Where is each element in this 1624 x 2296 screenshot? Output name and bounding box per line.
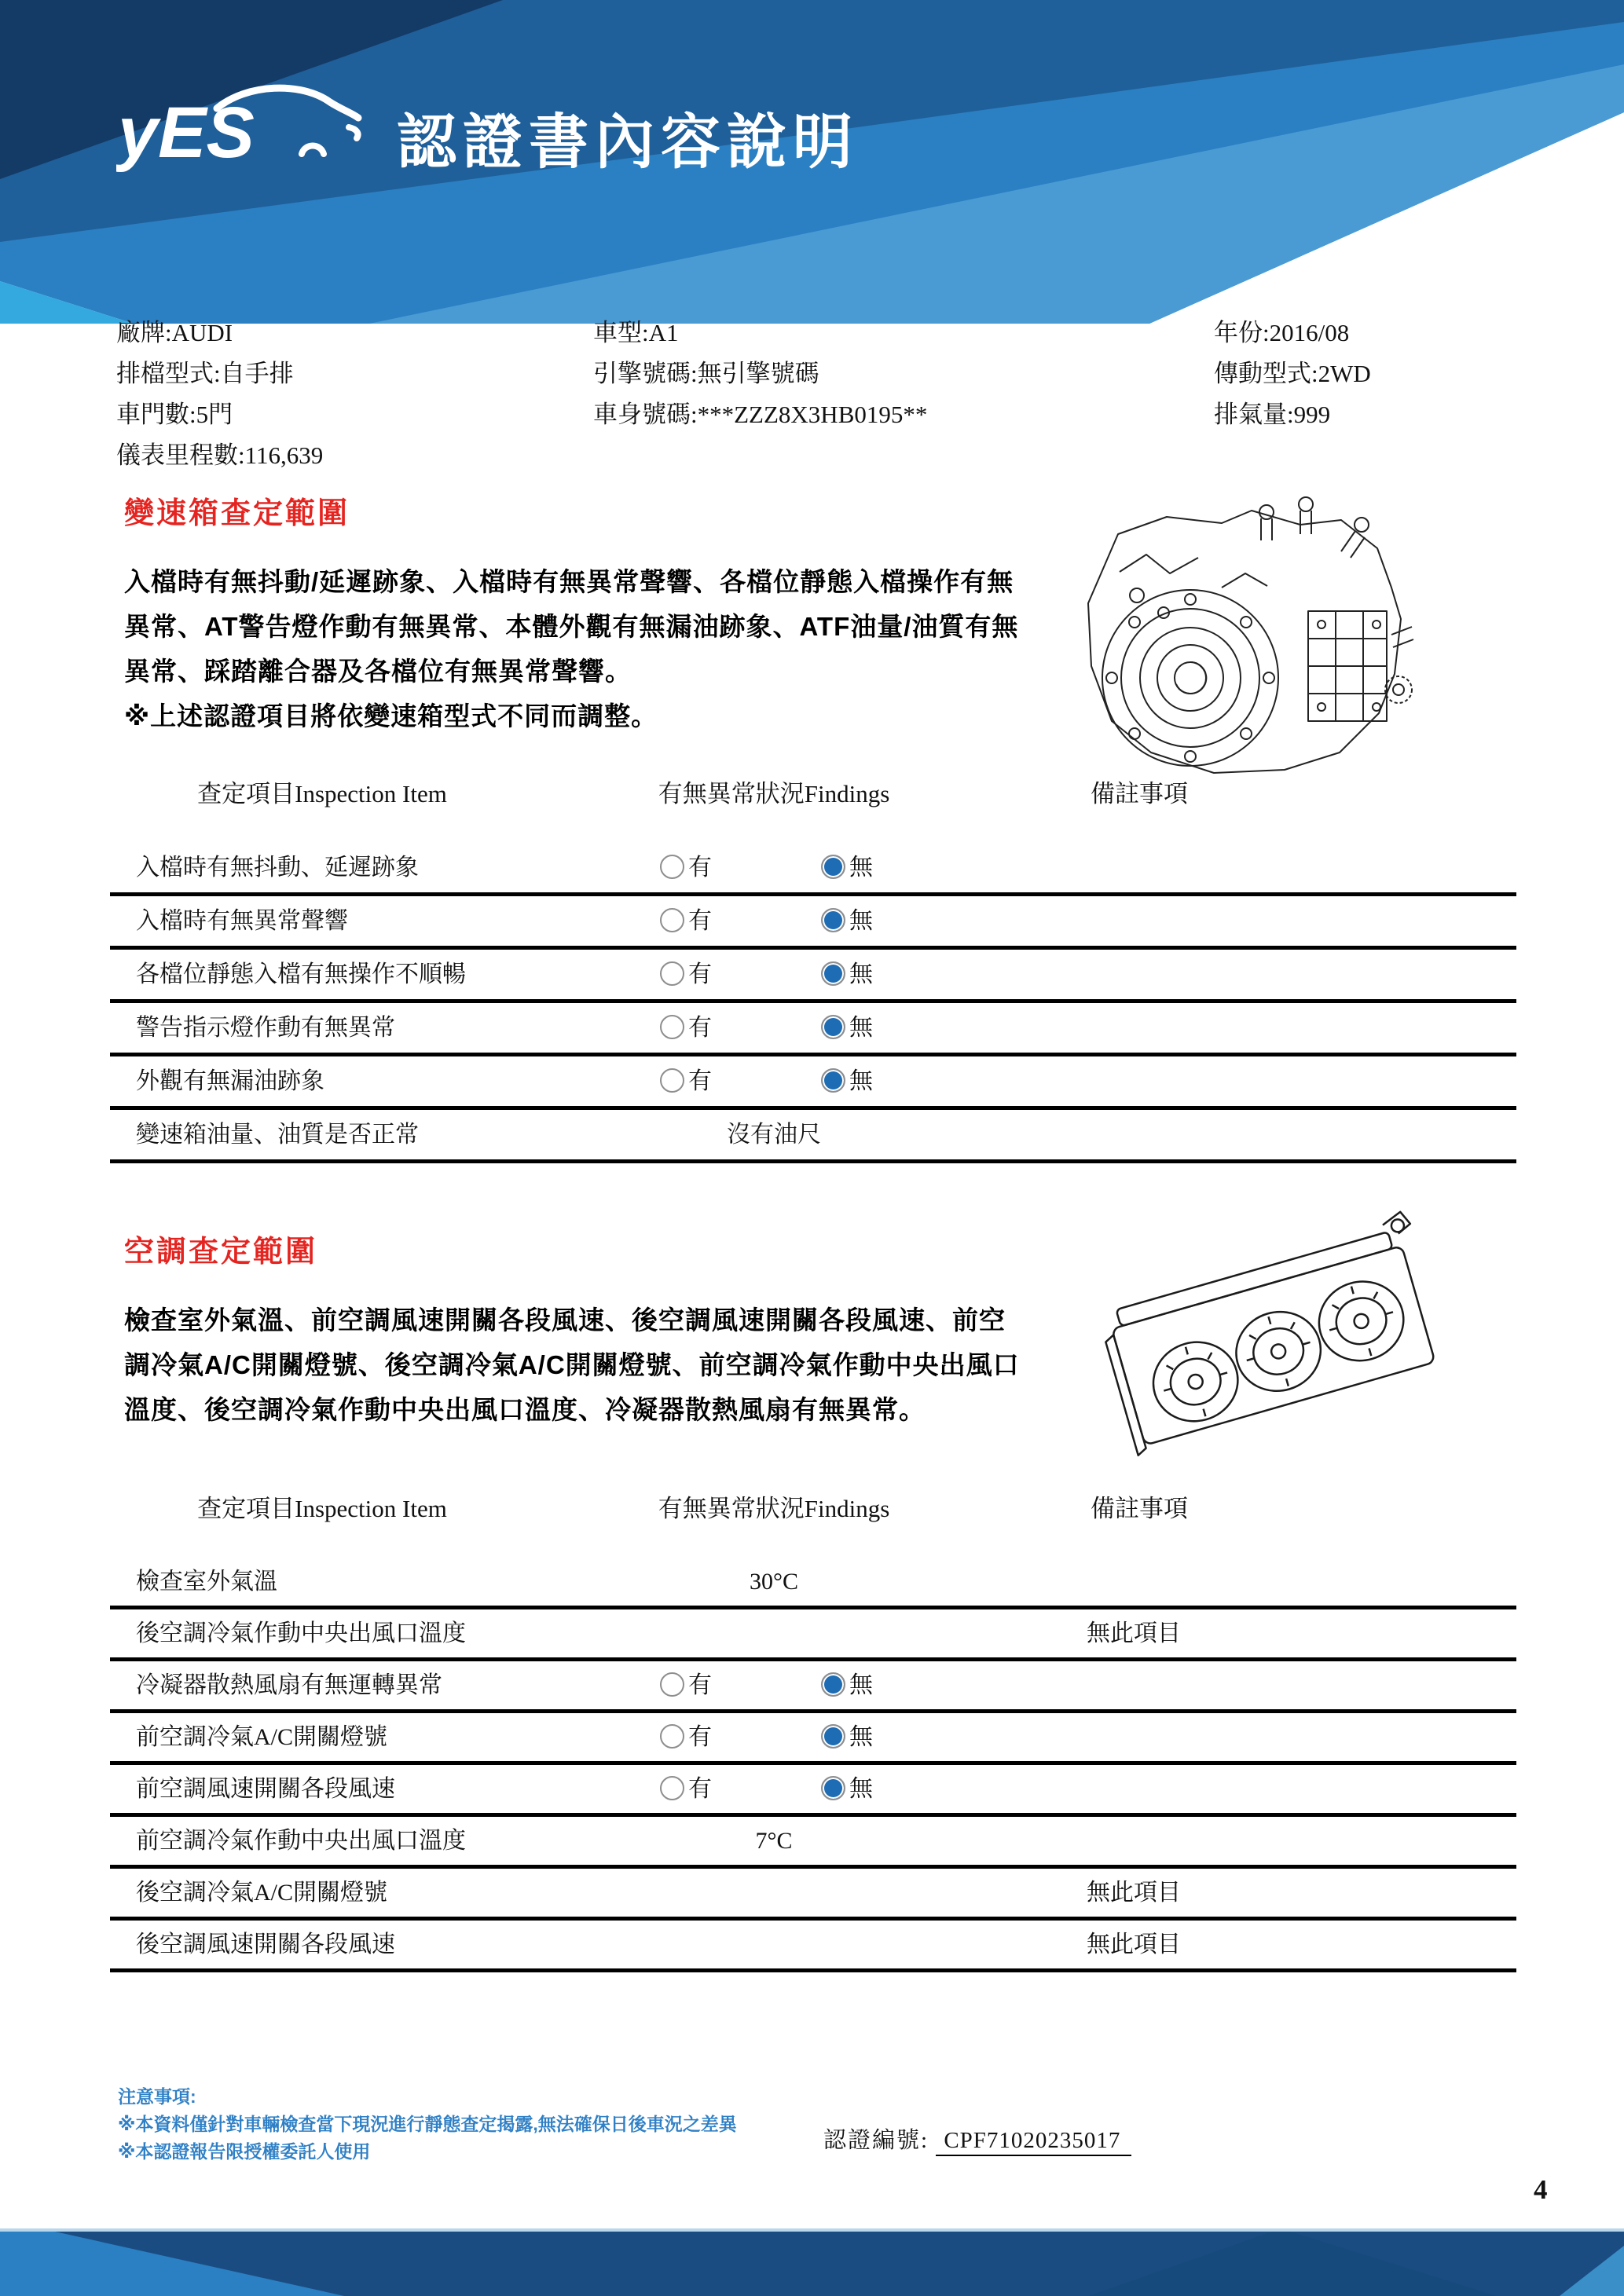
radio-yes (660, 1003, 712, 1053)
radio-selected-icon (821, 855, 845, 879)
inspection-item: 後空調冷氣作動中央出風口溫度 (136, 1620, 466, 1646)
radio-no-label: 無 (849, 1068, 873, 1094)
table-row (110, 1765, 1516, 1817)
inspection-item: 警告指示燈作動有無異常 (136, 1015, 395, 1041)
radio-no-label: 無 (849, 855, 873, 881)
radio-no (821, 843, 873, 892)
yes-logo (116, 79, 383, 173)
radio-selected-icon (821, 908, 845, 932)
radio-unselected-icon (660, 1672, 684, 1697)
radio-yes (660, 1713, 712, 1761)
radio-selected-icon (821, 1068, 845, 1093)
radio-unselected-icon (660, 1015, 684, 1039)
transmission-section-description (124, 559, 1028, 738)
footer-band (0, 2228, 1624, 2296)
radio-yes (660, 1765, 712, 1813)
radio-yes-label: 有 (688, 1724, 712, 1750)
radio-no-label: 無 (849, 1776, 873, 1802)
description-text: 檢查室外氣溫、前空調風速開關各段風速、後空調風速開關各段風速、前空調冷氣A/C開關燈號、後空調冷氣A/C開關燈號、前空調冷氣作動中央出風口溫度、後空調冷氣作動中央出風口溫度、冷凝器散熱風扇有無異常。 (124, 1305, 1020, 1424)
info-line: 車型:A1 (593, 319, 679, 346)
radio-yes-label: 有 (688, 961, 712, 987)
table-row (110, 950, 1516, 1003)
radio-unselected-icon (660, 855, 684, 879)
column-header-remark: 備註事項 (1091, 780, 1188, 807)
table-row (110, 1921, 1516, 1972)
radio-unselected-icon (660, 908, 684, 932)
description-text: 入檔時有無抖動/延遲跡象、入檔時有無異常聲響、各檔位靜態入檔操作有無異常、AT警告燈作動有無異常、本體外觀有無漏油跡象、ATF油量/油質有無異常、踩踏離合器及各檔位有無異常聲響。 (124, 567, 1019, 686)
aircon-table (110, 1489, 1516, 1972)
table-row (110, 1003, 1516, 1056)
certificate-number-label: 認證編號: (823, 2128, 929, 2153)
table-header-row (110, 774, 1516, 843)
inspection-item: 外觀有無漏油跡象 (136, 1068, 324, 1094)
remark-value: 無此項目 (1087, 1880, 1181, 1906)
radio-no-label: 無 (849, 1015, 873, 1041)
note-line: ※本資料僅針對車輛檢查當下現況進行靜態查定揭露,無法確保日後車況之差異 (118, 2114, 737, 2134)
table-row (110, 1713, 1516, 1765)
radio-selected-icon (821, 1015, 845, 1039)
inspection-item: 各檔位靜態入檔有無操作不順暢 (136, 961, 466, 987)
inspection-item: 入檔時有無抖動、延遲跡象 (136, 855, 419, 881)
vehicle-info-column-2 (593, 313, 927, 435)
radio-yes (660, 896, 712, 946)
radio-no (821, 1765, 873, 1813)
table-row (110, 843, 1516, 896)
inspection-item: 變速箱油量、油質是否正常 (136, 1122, 419, 1148)
table-row (110, 1558, 1516, 1609)
table-header-row (110, 1489, 1516, 1558)
radio-no (821, 1003, 873, 1053)
inspection-item: 後空調冷氣A/C開關燈號 (136, 1880, 388, 1906)
radio-selected-icon (821, 1776, 845, 1800)
column-header-item: 查定項目Inspection Item (197, 780, 447, 807)
radio-yes (660, 1056, 712, 1106)
info-line: 傳動型式:2WD (1214, 360, 1371, 387)
info-line: 車門數:5門 (116, 401, 233, 428)
inspection-item: 前空調風速開關各段風速 (136, 1776, 395, 1802)
radio-yes-label: 有 (688, 908, 712, 934)
logo-text: yES (118, 93, 255, 173)
notes-title: 注意事項: (118, 2086, 196, 2107)
transmission-section-title: 變速箱查定範圍 (124, 497, 350, 530)
radio-no-label: 無 (849, 908, 873, 934)
radio-yes (660, 1661, 712, 1709)
radio-unselected-icon (660, 961, 684, 986)
finding-value: 7°C (755, 1828, 793, 1854)
radio-yes-label: 有 (688, 1776, 712, 1802)
attention-notes (118, 2083, 737, 2166)
transmission-table (110, 774, 1516, 1163)
radio-selected-icon (821, 961, 845, 986)
aircon-section-title: 空調查定範圍 (124, 1236, 318, 1269)
radio-no (821, 896, 873, 946)
table-row (110, 1110, 1516, 1163)
column-header-remark: 備註事項 (1091, 1495, 1188, 1522)
inspection-item: 冷凝器散熱風扇有無運轉異常 (136, 1672, 442, 1698)
finding-value: 30°C (749, 1569, 798, 1595)
radio-unselected-icon (660, 1724, 684, 1749)
radio-no (821, 1713, 873, 1761)
finding-value: 沒有油尺 (727, 1122, 821, 1148)
radio-no-label: 無 (849, 1672, 873, 1698)
table-row (110, 1609, 1516, 1661)
radio-yes (660, 843, 712, 892)
adjustment-note: ※上述認證項目將依變速箱型式不同而調整。 (124, 701, 658, 731)
radio-no (821, 1056, 873, 1106)
radio-unselected-icon (660, 1776, 684, 1800)
inspection-item: 前空調冷氣A/C開關燈號 (136, 1724, 388, 1750)
radio-yes-label: 有 (688, 1068, 712, 1094)
radio-no (821, 1661, 873, 1709)
table-row (110, 1869, 1516, 1921)
table-row (110, 896, 1516, 950)
inspection-item: 入檔時有無異常聲響 (136, 908, 348, 934)
inspection-item: 前空調冷氣作動中央出風口溫度 (136, 1828, 466, 1854)
radio-no-label: 無 (849, 1724, 873, 1750)
aircon-panel-illustration (1100, 1210, 1446, 1461)
table-row (110, 1817, 1516, 1869)
radio-selected-icon (821, 1672, 845, 1697)
table-row (110, 1661, 1516, 1713)
vehicle-info-column-3 (1214, 313, 1371, 435)
info-line: 車身號碼:***ZZZ8X3HB0195** (593, 401, 928, 428)
remark-value: 無此項目 (1087, 1932, 1181, 1957)
info-line: 儀表里程數:116,639 (116, 441, 324, 469)
radio-yes-label: 有 (688, 1015, 712, 1041)
radio-no-label: 無 (849, 961, 873, 987)
radio-selected-icon (821, 1724, 845, 1749)
info-line: 排檔型式:自手排 (116, 360, 294, 387)
radio-unselected-icon (660, 1068, 684, 1093)
column-header-findings: 有無異常狀況Findings (658, 1495, 890, 1522)
aircon-section-description (124, 1298, 1028, 1432)
radio-yes (660, 950, 712, 999)
certificate-number-field (823, 2122, 1131, 2155)
remark-value: 無此項目 (1087, 1620, 1181, 1646)
inspection-item: 檢查室外氣溫 (136, 1569, 277, 1595)
radio-yes-label: 有 (688, 855, 712, 881)
inspection-item: 後空調風速開關各段風速 (136, 1932, 395, 1957)
note-line: ※本認證報告限授權委託人使用 (118, 2141, 371, 2162)
info-line: 廠牌:AUDI (116, 319, 233, 346)
page-number: 4 (1534, 2174, 1548, 2205)
page-title: 認證書內容說明 (397, 109, 859, 176)
info-line: 年份:2016/08 (1214, 319, 1350, 346)
radio-no (821, 950, 873, 999)
radio-yes-label: 有 (688, 1672, 712, 1698)
certificate-number-value: CPF71020235017 (936, 2128, 1131, 2156)
info-line: 引擎號碼:無引擎號碼 (593, 360, 819, 387)
column-header-findings: 有無異常狀況Findings (658, 780, 890, 807)
column-header-item: 查定項目Inspection Item (197, 1495, 447, 1522)
vehicle-info-column-1 (116, 313, 323, 476)
info-line: 排氣量:999 (1214, 401, 1331, 428)
table-row (110, 1056, 1516, 1110)
transmission-illustration (1065, 493, 1418, 784)
